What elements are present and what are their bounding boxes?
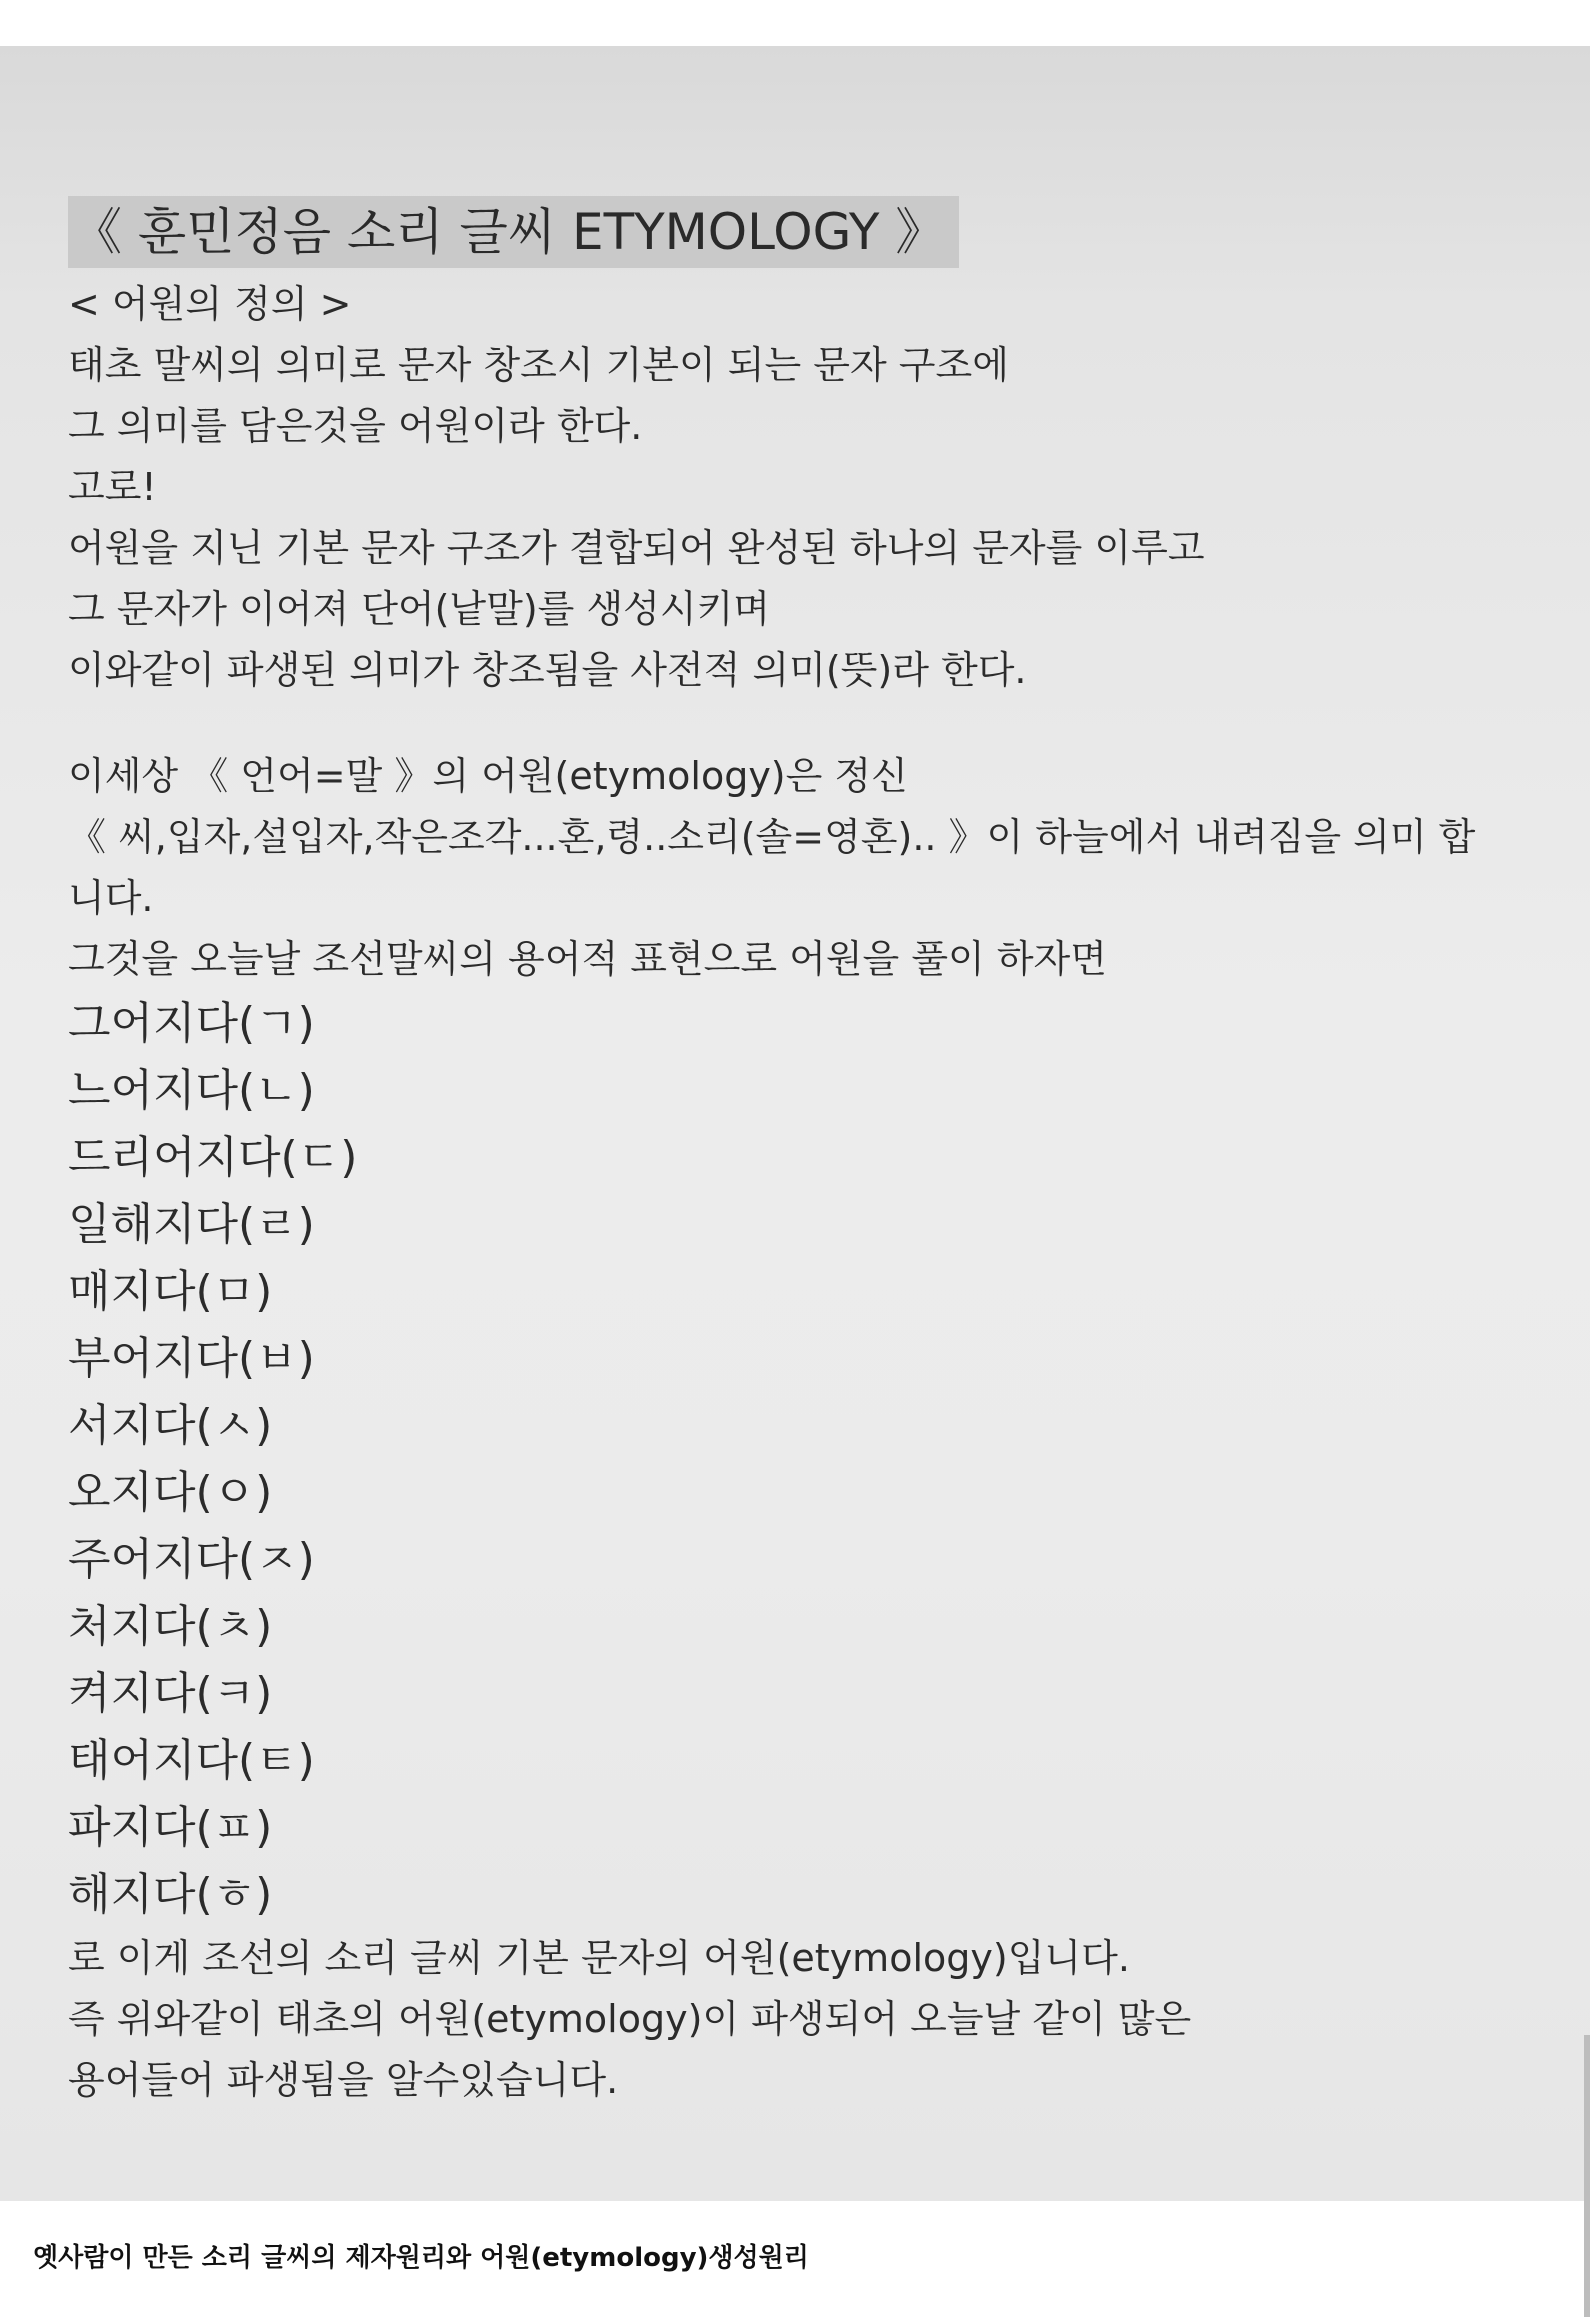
paragraph-line: 이세상 《 언어=말 》의 어원(etymology)은 정신: [68, 754, 908, 798]
etymology-item: 드리어지다(ㄷ): [68, 1132, 358, 1183]
closing-line: 용어들어 파생됨을 알수있습니다.: [68, 2058, 619, 2102]
title-highlight: [68, 196, 959, 268]
definition-heading: < 어원의 정의 >: [68, 282, 352, 326]
document-photo: [0, 46, 1590, 2201]
etymology-item: 태어지다(ㅌ): [68, 1735, 315, 1786]
scrollbar-thumb[interactable]: [1584, 2035, 1590, 2317]
etymology-item: 그어지다(ㄱ): [68, 998, 315, 1049]
etymology-item: 주어지다(ㅈ): [68, 1534, 315, 1585]
etymology-item: 파지다(ㅍ): [68, 1802, 273, 1853]
etymology-item: 해지다(ㅎ): [68, 1869, 273, 1920]
paragraph-line: 그것을 오늘날 조선말씨의 용어적 표현으로 어원을 풀이 하자면: [68, 937, 1107, 981]
definition-line: 이와같이 파생된 의미가 창조됨을 사전적 의미(뜻)라 한다.: [68, 648, 1027, 692]
definition-line: 그 문자가 이어져 단어(낱말)를 생성시키며: [68, 587, 771, 631]
etymology-item: 느어지다(ㄴ): [68, 1065, 315, 1116]
etymology-item: 오지다(ㅇ): [68, 1467, 273, 1518]
definition-line: 어원을 지닌 기본 문자 구조가 결합되어 완성된 하나의 문자를 이루고: [68, 526, 1205, 570]
etymology-item: 켜지다(ㅋ): [68, 1668, 273, 1719]
etymology-item: 매지다(ㅁ): [68, 1266, 273, 1317]
closing-line: 즉 위와같이 태초의 어원(etymology)이 파생되어 오늘날 같이 많은: [68, 1997, 1192, 2041]
definition-line: 고로!: [68, 465, 157, 509]
etymology-item: 부어지다(ㅂ): [68, 1333, 315, 1384]
document-title: 《 훈민정음 소리 글씨 ETYMOLOGY 》: [72, 203, 946, 261]
document-text: [68, 196, 1528, 2111]
definition-line: 태초 말씨의 의미로 문자 창조시 기본이 되는 문자 구조에: [68, 343, 1009, 387]
paragraph-gap: [68, 701, 1528, 746]
etymology-item: 서지다(ㅅ): [68, 1400, 273, 1451]
etymology-list: [68, 990, 1528, 1928]
definition-line: 그 의미를 담은것을 어원이라 한다.: [68, 404, 643, 448]
etymology-item: 처지다(ㅊ): [68, 1601, 273, 1652]
closing-line: 로 이게 조선의 소리 글씨 기본 문자의 어원(etymology)입니다.: [68, 1936, 1130, 1980]
etymology-item: 일해지다(ㄹ): [68, 1199, 315, 1250]
image-caption: 옛사람이 만든 소리 글씨의 제자원리와 어원(etymology)생성원리: [33, 2243, 809, 2273]
paragraph-line: 《 씨,입자,설입자,작은조각...혼,령..소리(솔=영혼).. 》이 하늘에서 내려짐을 의미 합니다.: [68, 815, 1476, 920]
